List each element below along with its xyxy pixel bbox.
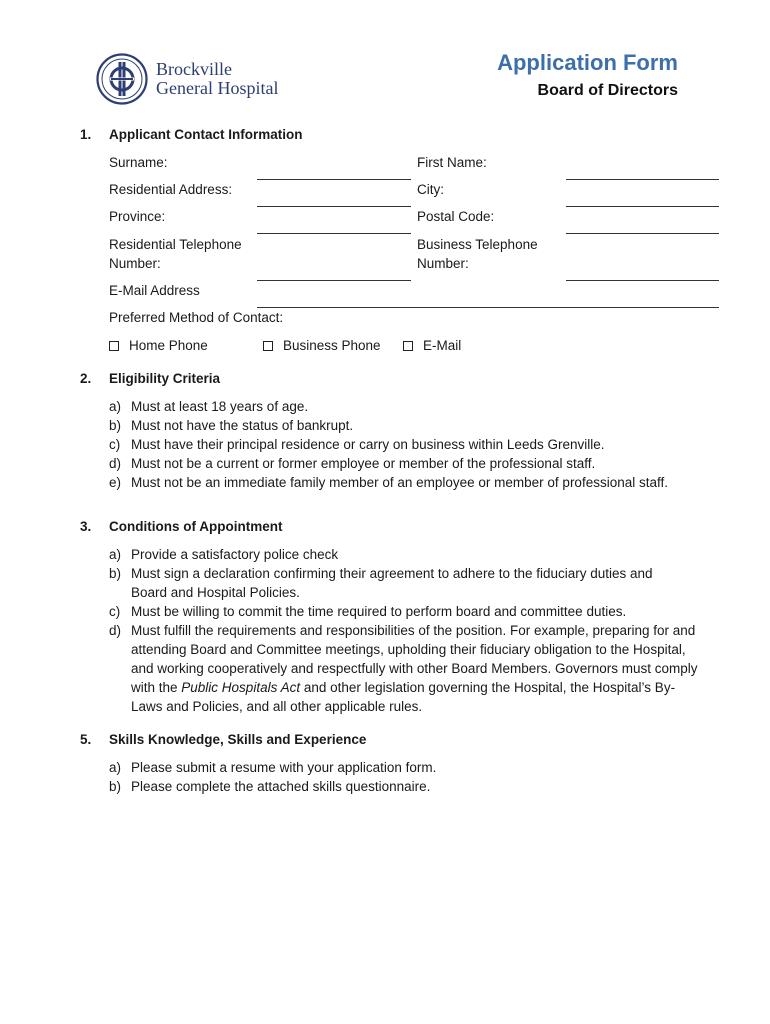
list-text-before: Must fulfill the requirements and responsibilities of the position. For example, preparing for and attending Board and Committee meetings, upholding their fiduciary obligation to the Hospital, and working cooperatively and respectfully with other Board Members. Governors must comply with the [131, 623, 698, 695]
contact-option-label: Business Phone [283, 338, 381, 353]
list-text-after: and other legislation governing the Hospital, the Hospital’s By-Laws and Policies, and all other applicable rules. [131, 680, 676, 714]
list-item [109, 777, 709, 796]
surname-field[interactable] [257, 179, 411, 180]
org-name-line1: Brockville [156, 59, 232, 79]
section2-heading: Eligibility Criteria [109, 371, 221, 386]
city-field[interactable] [566, 206, 719, 207]
checkbox-business-phone[interactable] [263, 341, 273, 351]
list-marker: d) [109, 623, 122, 638]
business-telephone-label-line1: Business Telephone [417, 237, 538, 252]
residential-address-label: Residential Address: [109, 182, 233, 197]
residential-telephone-label [109, 235, 242, 273]
list-text [131, 621, 704, 716]
contact-option-label: Home Phone [129, 338, 208, 353]
city-label: City: [417, 182, 444, 197]
list-item [109, 758, 709, 777]
list-marker: b) [109, 566, 122, 581]
residential-address-field[interactable] [257, 206, 411, 207]
contact-option-label: E-Mail [423, 338, 462, 353]
residential-telephone-label-line2: Number: [109, 256, 161, 271]
list-text: Must not be a current or former employee or member of the professional staff. [131, 456, 596, 471]
contact-option-business-phone[interactable] [263, 336, 381, 355]
list-marker: b) [109, 418, 122, 433]
list-item [109, 435, 709, 454]
list-text: Must be willing to commit the time required to perform board and committee duties. [131, 604, 627, 619]
list-text: Must not have the status of bankrupt. [131, 418, 354, 433]
form-title: Application Form [497, 50, 678, 75]
email-field[interactable] [257, 307, 719, 308]
list-text: Must have their principal residence or carry on business within Leeds Grenville. [131, 437, 605, 452]
list-marker: b) [109, 779, 122, 794]
list-marker: a) [109, 760, 122, 775]
organization-name [156, 60, 278, 98]
residential-telephone-label-line1: Residential Telephone [109, 237, 242, 252]
business-telephone-field[interactable] [566, 280, 719, 281]
first-name-label: First Name: [417, 155, 487, 170]
section5-number: 5. [80, 732, 92, 747]
form-subtitle: Board of Directors [537, 82, 678, 99]
first-name-field[interactable] [566, 179, 719, 180]
section2-number: 2. [80, 371, 92, 386]
checkbox-email[interactable] [403, 341, 413, 351]
list-item [109, 602, 709, 621]
section3-number: 3. [80, 519, 92, 534]
section3-heading: Conditions of Appointment [109, 519, 283, 534]
list-marker: d) [109, 456, 122, 471]
province-label: Province: [109, 209, 166, 224]
section5-heading: Skills Knowledge, Skills and Experience [109, 732, 367, 747]
list-item [109, 397, 709, 416]
postal-code-label: Postal Code: [417, 209, 495, 224]
list-marker: a) [109, 399, 122, 414]
list-item [109, 454, 709, 473]
list-marker: e) [109, 475, 122, 490]
list-text: Must sign a declaration confirming their agreement to adhere to the fiduciary duties and Board and Hospital Policies. [131, 566, 653, 600]
province-field[interactable] [257, 233, 411, 234]
contact-option-email[interactable] [403, 336, 461, 355]
business-telephone-label-line2: Number: [417, 256, 469, 271]
section1-number: 1. [80, 127, 92, 142]
list-marker: c) [109, 437, 121, 452]
preferred-contact-label: Preferred Method of Contact: [109, 310, 284, 325]
list-marker: c) [109, 604, 121, 619]
list-item [109, 621, 704, 716]
postal-code-field[interactable] [566, 233, 719, 234]
list-item [109, 545, 709, 564]
list-item [109, 416, 709, 435]
list-marker: a) [109, 547, 122, 562]
email-label: E-Mail Address [109, 283, 200, 298]
section1-heading: Applicant Contact Information [109, 127, 303, 142]
org-name-line2: General Hospital [156, 78, 279, 98]
residential-telephone-field[interactable] [257, 280, 411, 281]
list-text: Provide a satisfactory police check [131, 547, 339, 562]
list-text: Please submit a resume with your application form. [131, 760, 437, 775]
hospital-logo-icon [96, 53, 148, 105]
checkbox-home-phone[interactable] [109, 341, 119, 351]
surname-label: Surname: [109, 155, 168, 170]
list-text: Please complete the attached skills questionnaire. [131, 779, 431, 794]
business-telephone-label [417, 235, 538, 273]
contact-option-home-phone[interactable] [109, 336, 208, 355]
list-item [109, 473, 709, 492]
list-text: Must not be an immediate family member of an employee or member of professional staff. [131, 475, 668, 490]
list-text: Must at least 18 years of age. [131, 399, 309, 414]
public-hospitals-act: Public Hospitals Act [181, 680, 301, 695]
list-item [109, 564, 689, 602]
